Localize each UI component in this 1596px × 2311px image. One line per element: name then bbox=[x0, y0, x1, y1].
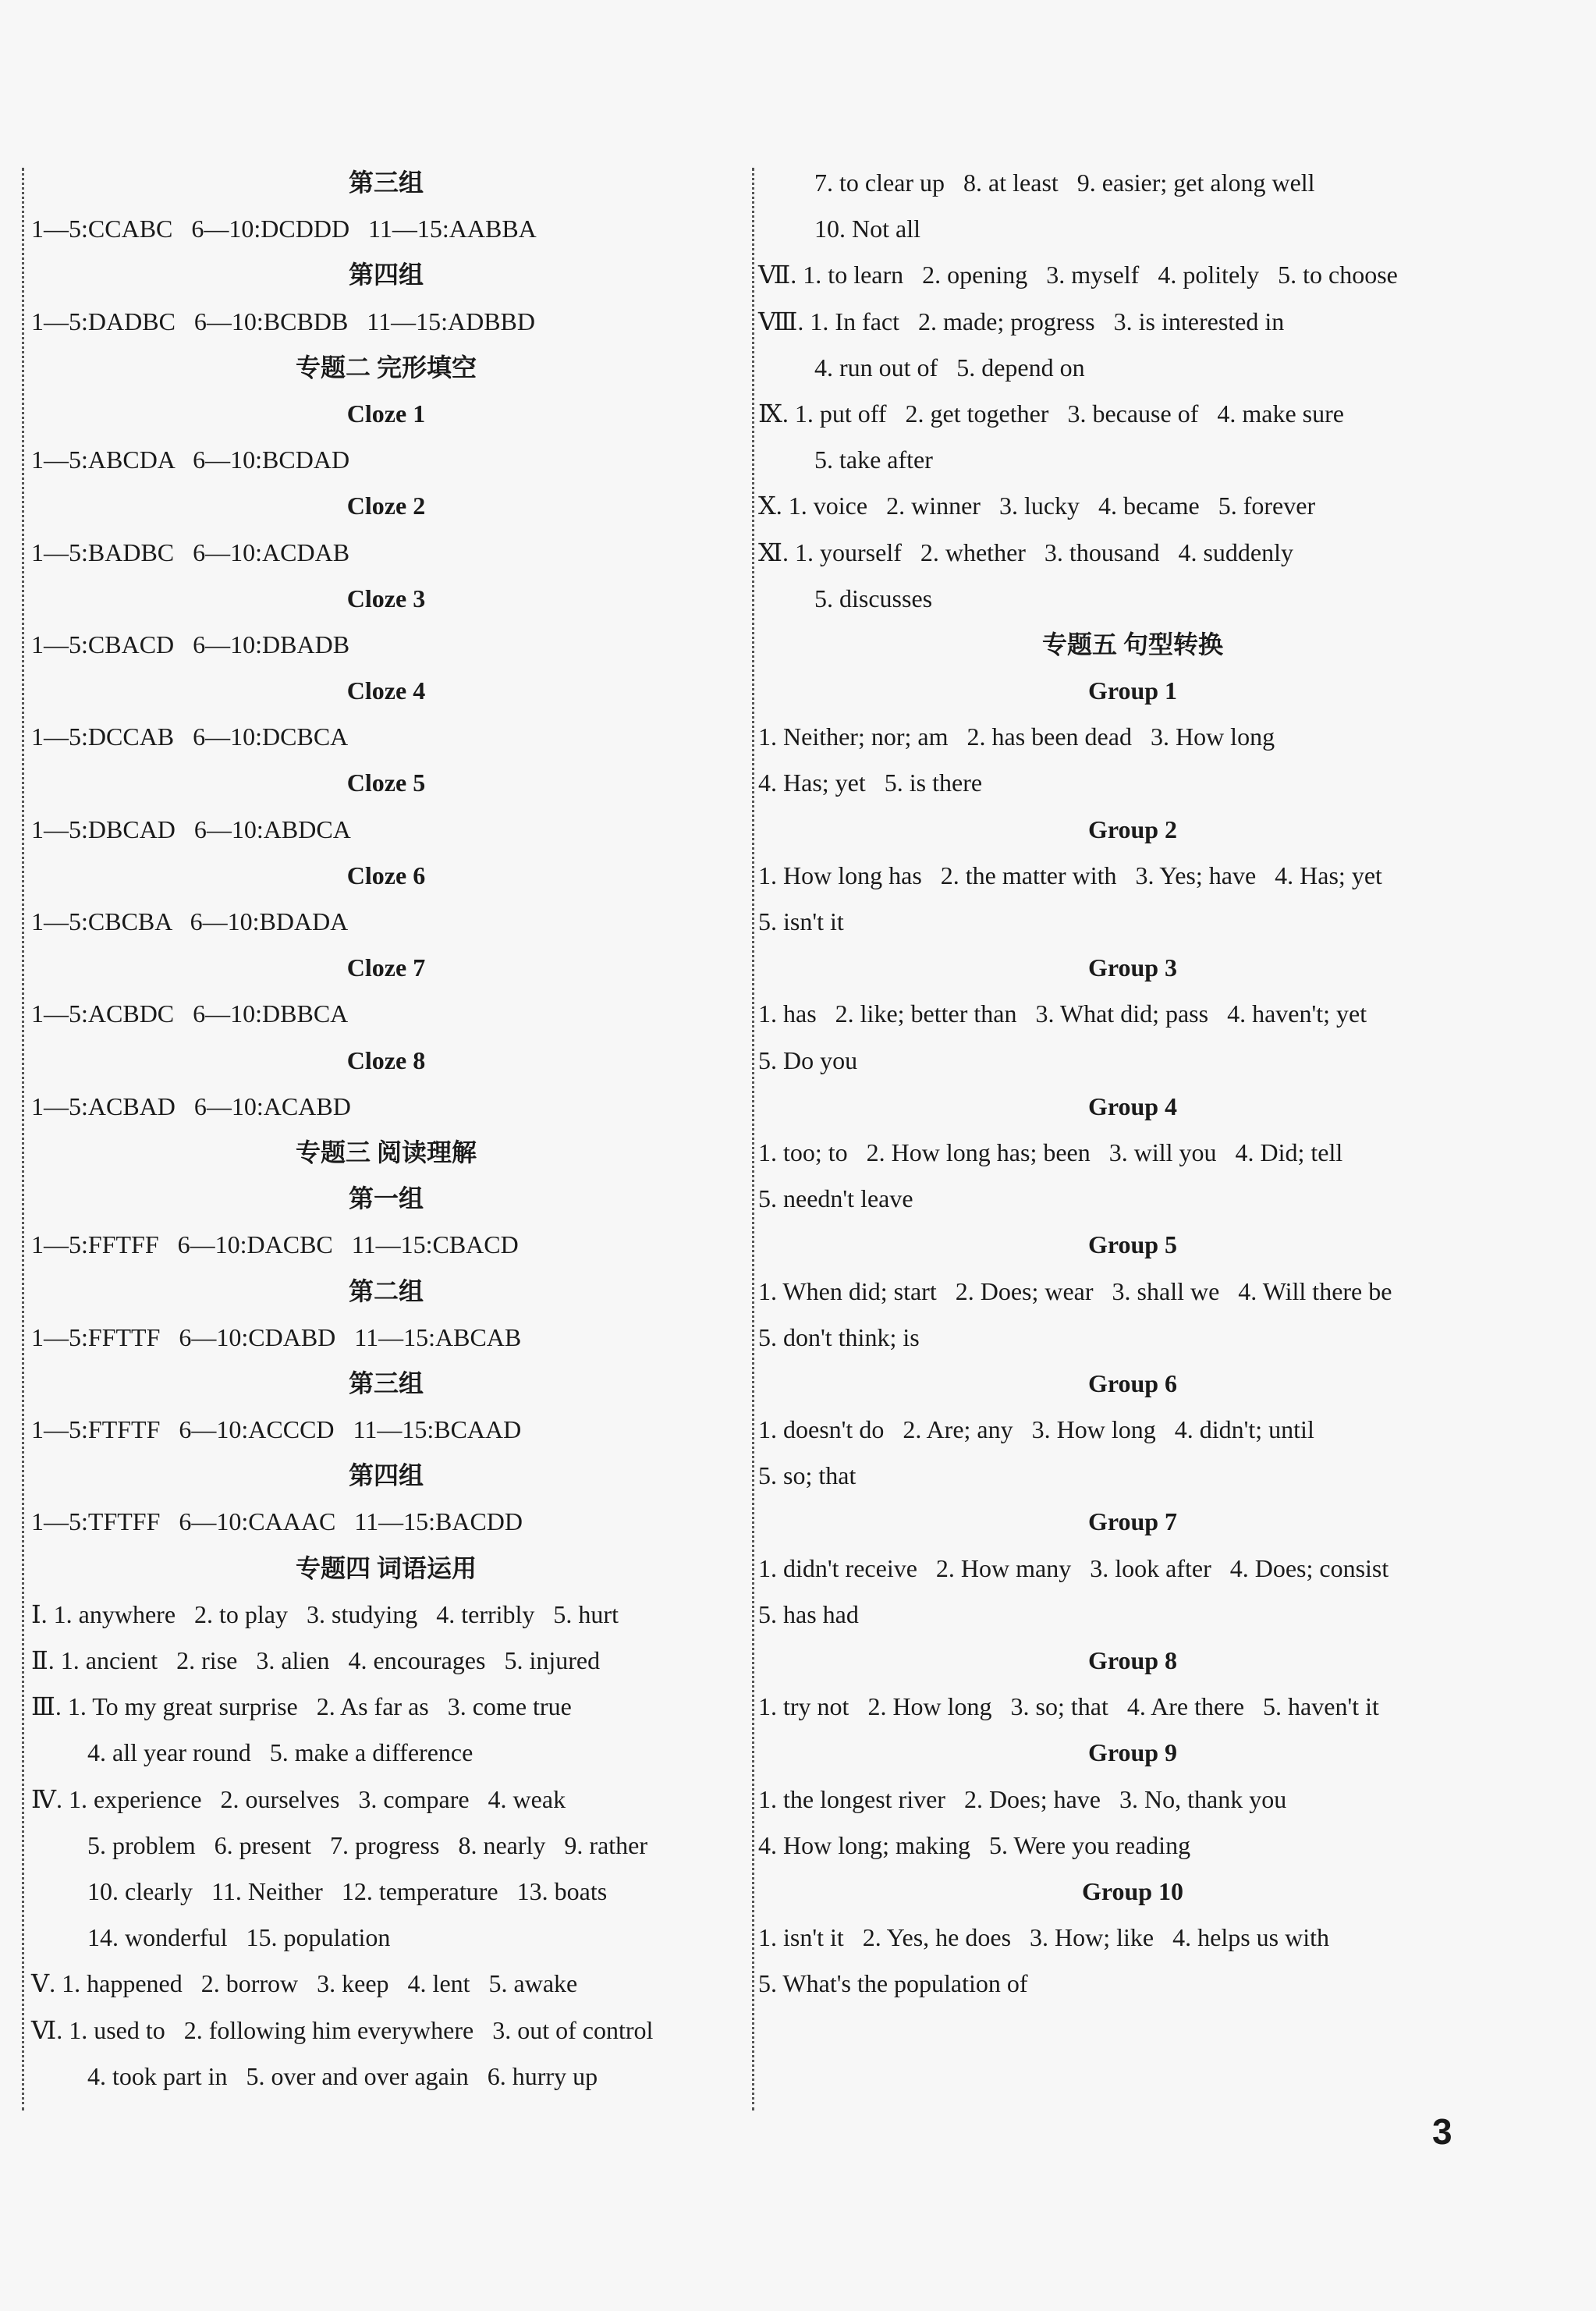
answer-line: Ⅶ. 1. to learn 2. opening 3. myself 4. politely 5. to choose bbox=[758, 261, 1398, 289]
answer-line: Ⅵ. 1. used to 2. following him everywhere 3. out of control bbox=[31, 2015, 654, 2044]
answer-line: 1. When did; start 2. Does; wear 3. shall we 4. Will there be bbox=[758, 1276, 1392, 1305]
answer-line: 10. clearly 11. Neither 12. temperature 13. boats bbox=[87, 1876, 608, 1905]
section-heading: Group 10 bbox=[1081, 1876, 1184, 1905]
answer-line: 5. discusses bbox=[814, 584, 933, 612]
section-heading: 专题五 句型转换 bbox=[1041, 630, 1223, 659]
answer-line: 1—5:DADBC 6—10:BCBDB 11—15:ADBBD bbox=[31, 307, 535, 335]
section-heading: Group 6 bbox=[1087, 1368, 1178, 1397]
section-heading: Group 4 bbox=[1087, 1092, 1178, 1120]
answer-line: Ⅷ. 1. In fact 2. made; progress 3. is interested in bbox=[758, 307, 1285, 335]
answer-line: 5. isn't it bbox=[758, 907, 844, 935]
section-heading: Group 8 bbox=[1087, 1646, 1178, 1674]
section-heading: Group 5 bbox=[1087, 1230, 1178, 1259]
answer-line: 10. Not all bbox=[814, 215, 920, 243]
section-heading: Cloze 2 bbox=[346, 492, 426, 520]
section-heading: Cloze 3 bbox=[346, 584, 426, 612]
section-heading: Cloze 4 bbox=[346, 676, 426, 705]
section-heading: Cloze 6 bbox=[346, 861, 426, 889]
answer-line: 1—5:FTFTF 6—10:ACCCD 11—15:BCAAD bbox=[31, 1415, 522, 1444]
answer-line: 5. needn't leave bbox=[758, 1184, 913, 1213]
answer-line: 4. all year round 5. make a difference bbox=[87, 1738, 473, 1767]
section-heading: 专题三 阅读理解 bbox=[295, 1138, 477, 1166]
answer-line: 1—5:CBACD 6—10:DBADB bbox=[31, 630, 350, 659]
answer-line: 5. problem 6. present 7. progress 8. nearly 9. rather bbox=[87, 1830, 648, 1859]
answer-line: 1—5:TFTFF 6—10:CAAAC 11—15:BACDD bbox=[31, 1507, 523, 1536]
page-number: 3 bbox=[1432, 2111, 1452, 2152]
answer-line: 5. take after bbox=[814, 446, 933, 474]
answer-line: Ⅲ. 1. To my great surprise 2. As far as 3. come true bbox=[31, 1692, 572, 1721]
answer-line: 1—5:ABCDA 6—10:BCDAD bbox=[31, 446, 350, 474]
answer-line: 1. too; to 2. How long has; been 3. will you 4. Did; tell bbox=[758, 1138, 1343, 1166]
answer-line: Ⅴ. 1. happened 2. borrow 3. keep 4. lent 5. awake bbox=[31, 1969, 578, 1998]
answer-line: 1. Neither; nor; am 2. has been dead 3. How long bbox=[758, 722, 1275, 751]
left-answer-column bbox=[31, 160, 718, 2100]
answer-line: 5. Do you bbox=[758, 1045, 858, 1074]
answer-line: 1—5:ACBDC 6—10:DBBCA bbox=[31, 999, 349, 1028]
section-heading: Cloze 1 bbox=[346, 399, 426, 428]
answer-line: Ⅸ. 1. put off 2. get together 3. because of 4. make sure bbox=[758, 399, 1344, 428]
answer-line: 7. to clear up 8. at least 9. easier; get along well bbox=[814, 169, 1315, 197]
answer-line: 1—5:BADBC 6—10:ACDAB bbox=[31, 538, 350, 566]
answer-line: 1. the longest river 2. Does; have 3. No, thank you bbox=[758, 1784, 1287, 1813]
answer-line: 1. try not 2. How long 3. so; that 4. Are there 5. haven't it bbox=[758, 1692, 1379, 1721]
answer-line: 5. don't think; is bbox=[758, 1322, 920, 1351]
answer-line: 4. run out of 5. depend on bbox=[814, 353, 1085, 382]
answer-line: 1—5:DCCAB 6—10:DCBCA bbox=[31, 722, 349, 751]
answer-line: 1—5:FFTFF 6—10:DACBC 11—15:CBACD bbox=[31, 1230, 519, 1259]
answer-line: 14. wonderful 15. population bbox=[87, 1923, 391, 1952]
right-answer-column bbox=[758, 160, 1507, 2007]
answer-line: 4. took part in 5. over and over again 6. hurry up bbox=[87, 2061, 598, 2090]
answer-line: 1. isn't it 2. Yes, he does 3. How; like 4. helps us with bbox=[758, 1923, 1329, 1952]
answer-line: 1. didn't receive 2. How many 3. look after 4. Does; consist bbox=[758, 1553, 1389, 1582]
column-divider-right bbox=[752, 168, 754, 2110]
section-heading: Cloze 5 bbox=[346, 769, 426, 797]
section-heading: Cloze 7 bbox=[346, 953, 426, 982]
answer-line: 4. How long; making 5. Were you reading bbox=[758, 1830, 1191, 1859]
answer-line: Ⅺ. 1. yourself 2. whether 3. thousand 4. suddenly bbox=[758, 538, 1294, 566]
section-heading: Group 9 bbox=[1087, 1738, 1178, 1767]
answer-line: 4. Has; yet 5. is there bbox=[758, 769, 983, 797]
section-heading: 专题二 完形填空 bbox=[295, 353, 477, 382]
answer-line: 1. How long has 2. the matter with 3. Yes; have 4. Has; yet bbox=[758, 861, 1382, 889]
section-heading: Group 2 bbox=[1087, 815, 1178, 843]
answer-line: Ⅰ. 1. anywhere 2. to play 3. studying 4. terribly 5. hurt bbox=[31, 1599, 619, 1628]
answer-line: 1—5:CCABC 6—10:DCDDD 11—15:AABBA bbox=[31, 215, 537, 243]
answer-line: 1—5:FFTTF 6—10:CDABD 11—15:ABCAB bbox=[31, 1322, 522, 1351]
section-heading: 第三组 bbox=[348, 169, 424, 197]
answer-line: Ⅳ. 1. experience 2. ourselves 3. compare 4. weak bbox=[31, 1784, 566, 1813]
section-heading: 第四组 bbox=[348, 261, 424, 289]
section-heading: Group 3 bbox=[1087, 953, 1178, 982]
answer-line: 1—5:DBCAD 6—10:ABDCA bbox=[31, 815, 351, 843]
section-heading: 第三组 bbox=[348, 1368, 424, 1397]
answer-line: 5. What's the population of bbox=[758, 1969, 1028, 1998]
answer-line: Ⅹ. 1. voice 2. winner 3. lucky 4. became 5. forever bbox=[758, 492, 1316, 520]
answer-line: Ⅱ. 1. ancient 2. rise 3. alien 4. encourages 5. injured bbox=[31, 1646, 601, 1674]
section-heading: Cloze 8 bbox=[346, 1045, 426, 1074]
answer-line: 1. doesn't do 2. Are; any 3. How long 4. didn't; until bbox=[758, 1415, 1314, 1444]
section-heading: 专题四 词语运用 bbox=[295, 1553, 477, 1582]
section-heading: Group 7 bbox=[1087, 1507, 1178, 1536]
section-heading: 第二组 bbox=[348, 1276, 424, 1305]
answer-line: 5. so; that bbox=[758, 1461, 857, 1490]
answer-line: 1—5:ACBAD 6—10:ACABD bbox=[31, 1092, 351, 1120]
answer-line: 1—5:CBCBA 6—10:BDADA bbox=[31, 907, 349, 935]
section-heading: 第四组 bbox=[348, 1461, 424, 1490]
section-heading: 第一组 bbox=[348, 1184, 424, 1213]
section-heading: Group 1 bbox=[1087, 676, 1178, 705]
answer-line: 5. has had bbox=[758, 1599, 859, 1628]
column-divider-left bbox=[22, 168, 24, 2110]
answer-line: 1. has 2. like; better than 3. What did; pass 4. haven't; yet bbox=[758, 999, 1367, 1028]
